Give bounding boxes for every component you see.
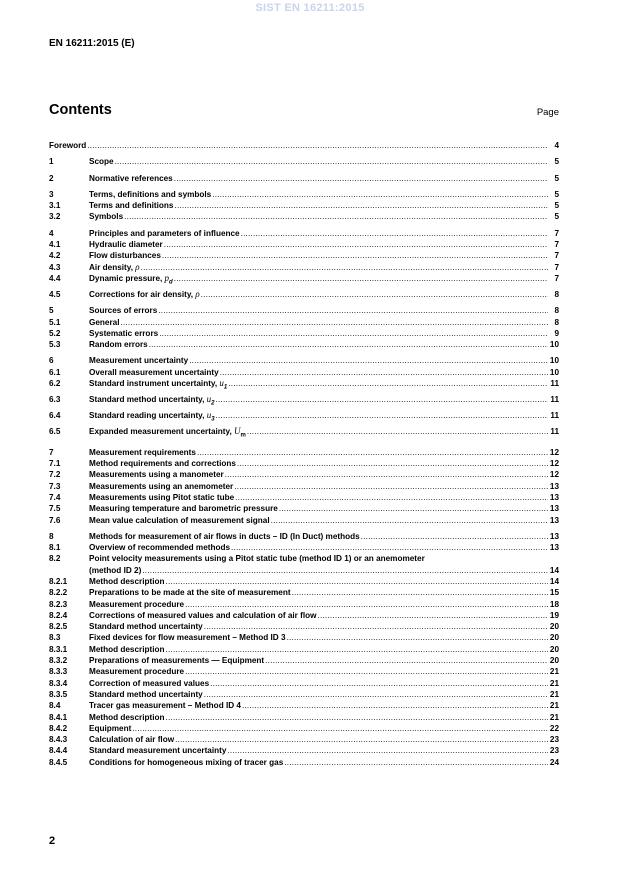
toc-entry[interactable] (49, 355, 559, 366)
toc-entry[interactable] (49, 492, 559, 503)
toc-entry-title: Overview of recommended methods (89, 543, 231, 553)
leader-dots (237, 458, 548, 469)
toc-entry[interactable] (49, 239, 559, 250)
toc-entry-page: 13 (549, 492, 559, 502)
toc-entry-page: 21 (549, 701, 559, 711)
toc-entry-number: 8.2.1 (49, 577, 68, 586)
leader-dots (228, 378, 548, 389)
symbol: U (234, 425, 241, 436)
toc-entry-number: 4.2 (49, 251, 61, 261)
leader-dots (279, 503, 548, 514)
toc-entry-page: 11 (550, 410, 559, 420)
toc-entry-title: Standard instrument uncertainty, $u_1$ (89, 377, 228, 391)
toc-entry-number: 5.3 (49, 340, 61, 350)
toc-entry-number: 4.1 (49, 240, 61, 250)
toc-entry[interactable] (49, 610, 559, 621)
toc-entry-title: Standard method uncertainty (89, 622, 203, 632)
toc-entry[interactable] (49, 289, 559, 300)
toc-entry-page: 24 (549, 757, 559, 767)
toc-entry[interactable] (49, 655, 559, 666)
toc-entry-number: 8.4.5 (49, 757, 68, 767)
leader-dots (361, 531, 548, 542)
toc-entry-page: 23 (549, 746, 559, 756)
toc-entry-number: 6.1 (49, 367, 61, 377)
toc-entry-number: 8.3.2 (49, 656, 68, 666)
toc-entry-page: 15 (549, 588, 559, 598)
toc-entry-page: 20 (549, 656, 559, 666)
toc-entry[interactable] (49, 317, 559, 328)
toc-entry[interactable] (49, 712, 559, 723)
toc-entry-page: 12 (549, 470, 559, 480)
toc-entry-number: 7.1 (49, 459, 61, 469)
toc-entry-title: (method ID 2) (89, 565, 142, 575)
toc-entry-page: 11 (550, 426, 559, 436)
leader-dots (318, 610, 549, 621)
toc-entry-page: 14 (549, 577, 559, 586)
toc-entry-title: Method requirements and corrections (89, 459, 236, 469)
toc-entry[interactable] (49, 734, 559, 745)
toc-entry-title: Measurement uncertainty (89, 356, 189, 366)
symbol: u (206, 393, 212, 404)
toc-entry-title: Systematic errors (89, 328, 159, 338)
toc-entry-title: Measuring temperature and barometric pressure (89, 504, 278, 514)
leader-dots (174, 173, 548, 184)
leader-dots (121, 317, 549, 328)
toc-entry-title: Standard method uncertainty (89, 689, 203, 699)
symbol-subscript: 2 (211, 400, 215, 407)
toc-entry-title: Mean value calculation of measurement signal (89, 515, 270, 525)
leader-dots (158, 305, 548, 316)
toc-entry-page: 19 (549, 610, 559, 620)
toc-entry-page: 21 (549, 712, 559, 722)
leader-dots (185, 599, 548, 610)
toc-entry-number: 8.2.3 (49, 599, 68, 609)
leader-dots (210, 678, 548, 689)
toc-entry-number: 7.2 (49, 470, 61, 480)
toc-entry[interactable] (49, 757, 559, 768)
leader-dots (242, 700, 548, 711)
toc-entry-page: 5 (554, 201, 559, 211)
toc-entry-title: Measurement procedure (89, 599, 185, 609)
toc-entry-title: Air density, ρ (89, 261, 140, 272)
toc-entry-page: 18 (549, 599, 559, 609)
toc-entry-number: 4 (49, 228, 54, 238)
leader-dots (247, 426, 548, 437)
toc-entry[interactable] (49, 458, 559, 469)
symbol-subscript: d (169, 279, 173, 286)
toc-entry[interactable] (49, 689, 559, 700)
toc-entry[interactable] (49, 587, 559, 598)
toc-entry-number: 4.5 (49, 289, 61, 299)
toc-entry[interactable] (49, 503, 559, 514)
document-id: EN 16211:2015 (E) (49, 38, 135, 49)
toc-entry-number: 7.6 (49, 515, 61, 525)
leader-dots (216, 410, 548, 421)
toc-entry-title: Dynamic pressure, $p_d$ (89, 272, 173, 286)
toc-entry-number: 6.4 (49, 410, 61, 420)
toc-entry-page: 13 (549, 531, 559, 541)
leader-dots (271, 515, 548, 526)
toc-entry-page: 7 (554, 262, 559, 272)
toc-entry[interactable] (49, 553, 559, 576)
symbol: ρ (195, 288, 200, 299)
toc-entry[interactable] (49, 410, 559, 426)
toc-entry[interactable] (49, 678, 559, 689)
page-number: 2 (49, 835, 56, 847)
toc-entry-page: 12 (549, 459, 559, 469)
toc-entry-page: 10 (549, 367, 559, 377)
toc-entry-page: 14 (549, 565, 559, 575)
toc-entry[interactable] (49, 599, 559, 610)
toc-entry[interactable] (49, 173, 559, 184)
leader-dots (212, 189, 548, 200)
toc-entry-number: 2 (49, 173, 54, 183)
toc-entry-title: Method description (89, 644, 165, 654)
toc-entry-number: 7.3 (49, 481, 61, 491)
toc-entry-title: Random errors (89, 340, 148, 350)
toc-entry-number: 8.4.3 (49, 735, 68, 745)
leader-dots (234, 481, 548, 492)
toc-entry-number: 8.3.1 (49, 644, 68, 654)
leader-dots (166, 576, 548, 587)
toc-entry-title: Measurements using a manometer (89, 470, 224, 480)
toc-entry-number: 8 (49, 531, 54, 541)
toc-entry[interactable] (49, 273, 559, 289)
symbol: p (164, 272, 170, 283)
toc-entry-title: Correction of measured values (89, 678, 210, 688)
toc-entry[interactable] (49, 745, 559, 756)
toc-entry-page: 20 (549, 644, 559, 654)
toc-entry-title: Symbols (89, 212, 124, 222)
toc-entry-number: 6.2 (49, 378, 61, 388)
toc-entry-page: 10 (549, 356, 559, 366)
toc-entry-title: Equipment (89, 723, 132, 733)
leader-dots (185, 666, 548, 677)
toc-entry[interactable] (49, 211, 559, 222)
leader-dots (201, 289, 548, 300)
toc-entry[interactable] (49, 426, 559, 442)
toc-entry-title: Method description (89, 712, 165, 722)
leader-dots (162, 250, 548, 261)
leader-dots (204, 689, 548, 700)
toc-entry-title: General (89, 317, 120, 327)
toc-entry[interactable] (49, 250, 559, 261)
leader-dots (284, 757, 548, 768)
toc-entry[interactable] (49, 644, 559, 655)
toc-entry-title: Terms, definitions and symbols (89, 189, 212, 199)
toc-entry-title: Sources of errors (89, 306, 158, 316)
toc-entry[interactable] (49, 262, 559, 273)
toc-entry-number: 8.4.4 (49, 746, 68, 756)
toc-entry[interactable] (49, 189, 559, 200)
toc-entry-page: 13 (549, 481, 559, 491)
toc-entry-title: Measurement procedure (89, 667, 185, 677)
toc-entry-number: 6.3 (49, 394, 61, 404)
toc-entry-title: Terms and definitions (89, 201, 174, 211)
toc-entry-title: Standard measurement uncertainty (89, 746, 227, 756)
toc-entry-title: Principles and parameters of influence (89, 228, 240, 238)
toc-entry-title: Foreword (49, 141, 87, 150)
toc-entry[interactable] (49, 339, 559, 350)
toc-entry-page: 9 (554, 328, 559, 338)
leader-dots (174, 200, 548, 211)
toc-entry[interactable] (49, 576, 559, 587)
leader-dots (166, 712, 548, 723)
toc-entry[interactable] (49, 156, 559, 167)
toc-entry-page: 5 (554, 212, 559, 222)
toc-entry[interactable] (49, 367, 559, 378)
toc-entry-page: 11 (550, 378, 559, 388)
leader-dots (241, 228, 548, 239)
toc-entry[interactable] (49, 531, 559, 542)
toc-entry-title: Expanded measurement uncertainty, $U_m$ (89, 425, 246, 439)
table-of-contents (49, 140, 559, 768)
toc-entry-title: Preparations of measurements — Equipment (89, 656, 265, 666)
leader-dots (87, 140, 548, 151)
toc-entry-number: 8.3.3 (49, 667, 68, 677)
leader-dots (132, 723, 548, 734)
toc-entry-page: 10 (549, 340, 559, 350)
toc-entry-title: Calculation of air flow (89, 735, 175, 745)
toc-entry-number: 1 (49, 157, 54, 167)
toc-entry[interactable] (49, 305, 559, 316)
toc-entry-title: Corrections for air density, ρ (89, 288, 200, 299)
symbol: u (206, 409, 212, 420)
leader-dots (225, 469, 548, 480)
toc-entry-page: 5 (554, 173, 559, 183)
toc-entry-title: Measurements using Pitot static tube (89, 492, 235, 502)
leader-dots (149, 339, 548, 350)
toc-entry[interactable] (49, 469, 559, 480)
toc-entry-title: Normative references (89, 173, 173, 183)
toc-entry-title: Method description (89, 577, 165, 586)
leader-dots (115, 156, 548, 167)
toc-entry[interactable] (49, 542, 559, 553)
toc-entry-title: Measurement requirements (89, 447, 196, 457)
symbol-subscript: 3 (211, 416, 215, 423)
toc-entry-number: 8.4 (49, 701, 61, 711)
symbol-subscript: 1 (223, 384, 228, 391)
toc-entry-number: 6.5 (49, 426, 61, 436)
toc-entry-page: 21 (549, 678, 559, 688)
toc-entry-title: Tracer gas measurement – Method ID 4 (89, 701, 241, 711)
toc-entry-number: 3.2 (49, 212, 61, 222)
toc-entry-page: 5 (554, 189, 559, 199)
toc-entry[interactable] (49, 666, 559, 677)
toc-entry-page: 7 (554, 228, 559, 238)
toc-entry-number: 8.2.5 (49, 622, 68, 632)
toc-entry-number: 8.2.4 (49, 610, 68, 620)
toc-entry[interactable] (49, 378, 559, 394)
leader-dots (159, 328, 548, 339)
toc-entry-page: 5 (554, 157, 559, 167)
toc-entry[interactable] (49, 723, 559, 734)
leader-dots (124, 211, 548, 222)
toc-entry[interactable] (49, 481, 559, 492)
toc-entry-number: 3.1 (49, 201, 61, 211)
toc-entry-number: 5 (49, 306, 54, 316)
toc-entry-number: 5.1 (49, 317, 61, 327)
toc-entry-title: Methods for measurement of air flows in ducts – ID (In Duct) methods (89, 531, 360, 541)
toc-entry[interactable] (49, 394, 559, 410)
toc-entry-number: 3 (49, 189, 54, 199)
toc-entry-page: 8 (554, 289, 559, 299)
toc-entry-number: 5.2 (49, 328, 61, 338)
toc-entry-number: 8.3 (49, 633, 61, 643)
toc-entry-number: 8.4.1 (49, 712, 68, 722)
toc-entry-page: 7 (554, 251, 559, 261)
toc-entry-number: 8.3.4 (49, 678, 68, 688)
leader-dots (235, 492, 548, 503)
toc-entry-title: Measurements using an anemometer (89, 481, 234, 491)
toc-entry[interactable] (49, 632, 559, 643)
toc-entry-title: Point velocity measurements using a Pitot static tube (method ID 1) or an anemometer (89, 554, 425, 564)
leader-dots (204, 621, 548, 632)
toc-entry-page: 20 (549, 622, 559, 632)
toc-entry-number: 4.3 (49, 262, 61, 272)
toc-entry-title: Overall measurement uncertainty (89, 367, 219, 377)
leader-dots (220, 367, 548, 378)
toc-entry-page: 7 (554, 273, 559, 283)
toc-entry[interactable] (49, 328, 559, 339)
toc-entry-page: 4 (554, 141, 559, 150)
toc-entry-title: Hydraulic diameter (89, 240, 163, 250)
toc-entry-title: Standard method uncertainty, $u_2$ (89, 393, 215, 407)
leader-dots (292, 587, 548, 598)
toc-entry-title: Fixed devices for flow measurement – Method ID 3 (89, 633, 286, 643)
leader-dots (197, 447, 548, 458)
toc-entry-title: Conditions for homogeneous mixing of tracer gas (89, 757, 284, 767)
toc-entry[interactable] (49, 228, 559, 239)
leader-dots (175, 734, 548, 745)
symbol: u (219, 377, 224, 388)
toc-entry[interactable] (49, 700, 559, 711)
symbol: ρ (135, 261, 140, 272)
leader-dots (227, 745, 548, 756)
toc-entry-number: 8.3.5 (49, 689, 68, 699)
toc-entry-number: 8.2 (49, 554, 61, 564)
toc-entry-page: 13 (549, 515, 559, 525)
leader-dots (216, 394, 548, 405)
toc-entry-page: 12 (549, 447, 559, 457)
toc-entry-title: Flow disturbances (89, 251, 161, 261)
toc-entry-page: 21 (549, 689, 559, 699)
toc-entry-page: 23 (549, 735, 559, 745)
leader-dots (231, 542, 548, 553)
leader-dots (166, 644, 548, 655)
toc-entry-page: 13 (549, 543, 559, 553)
toc-entry-page: 8 (554, 317, 559, 327)
toc-entry-page: 11 (550, 394, 559, 404)
leader-dots (141, 262, 548, 273)
toc-entry-number: 7.4 (49, 492, 61, 502)
leader-dots (265, 655, 548, 666)
leader-dots (174, 273, 548, 284)
page-column-label: Page (536, 107, 559, 118)
toc-entry-page: 21 (549, 667, 559, 677)
leader-dots (189, 355, 548, 366)
toc-entry-number: 8.1 (49, 543, 61, 553)
toc-entry-title: Standard reading uncertainty, $u_3$ (89, 409, 215, 423)
toc-entry-page: 20 (549, 633, 559, 643)
toc-entry-title: Scope (89, 157, 114, 167)
toc-entry-page: 7 (554, 240, 559, 250)
toc-entry-number: 8.2.2 (49, 588, 68, 598)
toc-entry-number: 7.5 (49, 504, 61, 514)
page-title: Contents (49, 102, 112, 118)
toc-entry-number: 4.4 (49, 273, 61, 283)
toc-entry[interactable] (49, 621, 559, 632)
toc-entry-page: 8 (554, 306, 559, 316)
toc-entry-number: 8.4.2 (49, 723, 68, 733)
toc-entry-title: Preparations to be made at the site of measurement (89, 588, 291, 598)
symbol-subscript: m (240, 432, 246, 439)
toc-entry-title: Corrections of measured values and calculation of air flow (89, 610, 317, 620)
watermark: SIST EN 16211:2015 (255, 2, 365, 14)
toc-entry[interactable] (49, 447, 559, 458)
leader-dots (287, 632, 548, 643)
toc-entry[interactable] (49, 200, 559, 211)
toc-entry-number: 6 (49, 356, 54, 366)
toc-entry-page: 22 (549, 723, 559, 733)
toc-entry-number: 7 (49, 447, 54, 457)
toc-entry[interactable] (49, 140, 559, 151)
leader-dots (164, 239, 548, 250)
toc-entry[interactable] (49, 515, 559, 526)
leader-dots (142, 565, 548, 576)
toc-entry-page: 13 (549, 504, 559, 514)
